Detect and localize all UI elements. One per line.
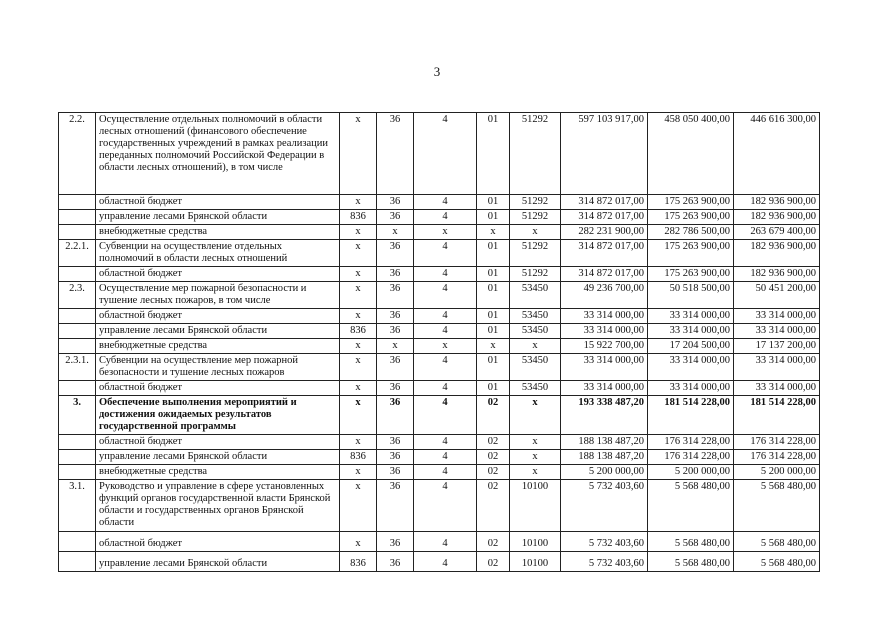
amount-year-3: 182 936 900,00 (734, 210, 820, 225)
row-number (59, 267, 96, 282)
code-direction: 53450 (510, 381, 561, 396)
table-row (59, 465, 820, 480)
code-main-activity: 01 (477, 381, 510, 396)
code-direction: 10100 (510, 532, 561, 552)
row-number (59, 324, 96, 339)
amount-year-3: 182 936 900,00 (734, 240, 820, 267)
row-number (59, 225, 96, 240)
amount-year-3: 33 314 000,00 (734, 381, 820, 396)
row-number: 3. (59, 396, 96, 435)
amount-year-1: 188 138 487,20 (561, 435, 648, 450)
code-subprogram: 4 (414, 282, 477, 309)
code-program: 36 (377, 309, 414, 324)
code-program: 36 (377, 240, 414, 267)
code-subprogram: 4 (414, 309, 477, 324)
code-main-activity: 01 (477, 324, 510, 339)
amount-year-1: 33 314 000,00 (561, 324, 648, 339)
row-number: 2.3. (59, 282, 96, 309)
table-row (59, 532, 820, 552)
code-direction: х (510, 339, 561, 354)
code-subprogram: х (414, 225, 477, 240)
amount-year-2: 458 050 400,00 (648, 113, 734, 195)
row-name: Субвенции на осуществление отдельных полномочий в области лесных отношений (96, 240, 340, 267)
row-number (59, 465, 96, 480)
row-number (59, 532, 96, 552)
code-program: 36 (377, 354, 414, 381)
code-direction: 51292 (510, 267, 561, 282)
code-subprogram: 4 (414, 354, 477, 381)
code-main-activity: 01 (477, 354, 510, 381)
code-main-activity: 01 (477, 309, 510, 324)
amount-year-3: 182 936 900,00 (734, 267, 820, 282)
code-main-activity: 01 (477, 195, 510, 210)
code-main-activity: 02 (477, 480, 510, 532)
amount-year-2: 5 568 480,00 (648, 480, 734, 532)
code-grbs: х (340, 354, 377, 381)
code-grbs: х (340, 240, 377, 267)
row-name: управление лесами Брянской области (96, 210, 340, 225)
code-subprogram: 4 (414, 435, 477, 450)
row-name: областной бюджет (96, 532, 340, 552)
table-row (59, 267, 820, 282)
amount-year-1: 49 236 700,00 (561, 282, 648, 309)
code-subprogram: 4 (414, 113, 477, 195)
code-grbs: х (340, 113, 377, 195)
code-grbs: х (340, 465, 377, 480)
code-grbs: х (340, 309, 377, 324)
table-row (59, 324, 820, 339)
row-name: управление лесами Брянской области (96, 552, 340, 572)
code-program: 36 (377, 195, 414, 210)
amount-year-2: 50 518 500,00 (648, 282, 734, 309)
amount-year-2: 33 314 000,00 (648, 381, 734, 396)
code-subprogram: 4 (414, 532, 477, 552)
code-direction: 53450 (510, 324, 561, 339)
amount-year-2: 175 263 900,00 (648, 267, 734, 282)
row-name: внебюджетные средства (96, 225, 340, 240)
code-direction: х (510, 450, 561, 465)
amount-year-3: 33 314 000,00 (734, 354, 820, 381)
code-grbs: х (340, 282, 377, 309)
row-number: 2.2. (59, 113, 96, 195)
amount-year-1: 5 732 403,60 (561, 532, 648, 552)
code-main-activity: 01 (477, 113, 510, 195)
code-main-activity: 01 (477, 210, 510, 225)
table-body (59, 113, 820, 572)
code-subprogram: 4 (414, 240, 477, 267)
code-grbs: 836 (340, 552, 377, 572)
amount-year-3: 33 314 000,00 (734, 324, 820, 339)
amount-year-3: 50 451 200,00 (734, 282, 820, 309)
code-main-activity: 02 (477, 552, 510, 572)
amount-year-1: 5 732 403,60 (561, 552, 648, 572)
amount-year-2: 282 786 500,00 (648, 225, 734, 240)
code-grbs: х (340, 267, 377, 282)
amount-year-2: 175 263 900,00 (648, 210, 734, 225)
amount-year-1: 15 922 700,00 (561, 339, 648, 354)
row-number: 2.3.1. (59, 354, 96, 381)
code-program: 36 (377, 282, 414, 309)
table-row (59, 113, 820, 195)
amount-year-3: 5 200 000,00 (734, 465, 820, 480)
code-program: 36 (377, 450, 414, 465)
row-number (59, 450, 96, 465)
amount-year-1: 188 138 487,20 (561, 450, 648, 465)
code-program: 36 (377, 113, 414, 195)
row-number (59, 210, 96, 225)
amount-year-2: 181 514 228,00 (648, 396, 734, 435)
code-subprogram: 4 (414, 324, 477, 339)
row-name: Осуществление мер пожарной безопасности и тушение лесных пожаров, в том числе (96, 282, 340, 309)
amount-year-2: 5 200 000,00 (648, 465, 734, 480)
amount-year-1: 314 872 017,00 (561, 210, 648, 225)
code-main-activity: х (477, 339, 510, 354)
code-grbs: х (340, 225, 377, 240)
code-grbs: 836 (340, 450, 377, 465)
amount-year-2: 33 314 000,00 (648, 309, 734, 324)
amount-year-1: 33 314 000,00 (561, 354, 648, 381)
table-row (59, 309, 820, 324)
amount-year-3: 182 936 900,00 (734, 195, 820, 210)
code-main-activity: 01 (477, 267, 510, 282)
row-number (59, 339, 96, 354)
table-row (59, 450, 820, 465)
row-number (59, 552, 96, 572)
amount-year-3: 5 568 480,00 (734, 480, 820, 532)
amount-year-3: 181 514 228,00 (734, 396, 820, 435)
amount-year-3: 176 314 228,00 (734, 450, 820, 465)
code-grbs: х (340, 396, 377, 435)
code-program: 36 (377, 532, 414, 552)
code-main-activity: 01 (477, 282, 510, 309)
code-grbs: х (340, 339, 377, 354)
code-direction: 51292 (510, 240, 561, 267)
code-subprogram: 4 (414, 552, 477, 572)
code-grbs: х (340, 532, 377, 552)
table-row (59, 240, 820, 267)
code-subprogram: 4 (414, 381, 477, 396)
amount-year-2: 176 314 228,00 (648, 435, 734, 450)
code-direction: 53450 (510, 309, 561, 324)
amount-year-3: 33 314 000,00 (734, 309, 820, 324)
code-direction: 53450 (510, 282, 561, 309)
code-direction: х (510, 435, 561, 450)
code-direction: 51292 (510, 195, 561, 210)
code-subprogram: х (414, 339, 477, 354)
table-row (59, 354, 820, 381)
row-name: внебюджетные средства (96, 339, 340, 354)
amount-year-2: 17 204 500,00 (648, 339, 734, 354)
code-subprogram: 4 (414, 465, 477, 480)
row-name: управление лесами Брянской области (96, 324, 340, 339)
amount-year-1: 33 314 000,00 (561, 309, 648, 324)
code-direction: х (510, 225, 561, 240)
amount-year-3: 5 568 480,00 (734, 552, 820, 572)
code-program: 36 (377, 381, 414, 396)
code-direction: 10100 (510, 552, 561, 572)
code-main-activity: 02 (477, 396, 510, 435)
row-number (59, 195, 96, 210)
row-name: областной бюджет (96, 267, 340, 282)
code-main-activity: 02 (477, 465, 510, 480)
amount-year-2: 175 263 900,00 (648, 240, 734, 267)
code-main-activity: х (477, 225, 510, 240)
code-direction: 10100 (510, 480, 561, 532)
code-subprogram: 4 (414, 210, 477, 225)
amount-year-2: 33 314 000,00 (648, 324, 734, 339)
code-program: 36 (377, 480, 414, 532)
row-name: Обеспечение выполнения мероприятий и достижения ожидаемых результатов государственной программы (96, 396, 340, 435)
amount-year-1: 5 200 000,00 (561, 465, 648, 480)
code-main-activity: 02 (477, 450, 510, 465)
budget-table (58, 112, 820, 572)
code-program: 36 (377, 396, 414, 435)
code-subprogram: 4 (414, 450, 477, 465)
code-program: 36 (377, 267, 414, 282)
amount-year-2: 5 568 480,00 (648, 532, 734, 552)
code-program: 36 (377, 324, 414, 339)
amount-year-1: 314 872 017,00 (561, 267, 648, 282)
amount-year-2: 176 314 228,00 (648, 450, 734, 465)
code-program: 36 (377, 435, 414, 450)
amount-year-3: 5 568 480,00 (734, 532, 820, 552)
amount-year-3: 263 679 400,00 (734, 225, 820, 240)
table-row (59, 396, 820, 435)
row-number: 2.2.1. (59, 240, 96, 267)
code-subprogram: 4 (414, 267, 477, 282)
code-subprogram: 4 (414, 195, 477, 210)
amount-year-1: 597 103 917,00 (561, 113, 648, 195)
row-name: внебюджетные средства (96, 465, 340, 480)
row-number (59, 381, 96, 396)
row-name: областной бюджет (96, 195, 340, 210)
code-grbs: 836 (340, 324, 377, 339)
row-number: 3.1. (59, 480, 96, 532)
row-number (59, 435, 96, 450)
code-direction: 53450 (510, 354, 561, 381)
amount-year-1: 282 231 900,00 (561, 225, 648, 240)
code-grbs: х (340, 195, 377, 210)
row-name: Субвенции на осуществление мер пожарной безопасности и тушение лесных пожаров (96, 354, 340, 381)
amount-year-3: 176 314 228,00 (734, 435, 820, 450)
page-number: 3 (433, 64, 441, 79)
code-subprogram: 4 (414, 480, 477, 532)
code-direction: х (510, 465, 561, 480)
row-name: областной бюджет (96, 309, 340, 324)
code-grbs: х (340, 480, 377, 532)
amount-year-1: 314 872 017,00 (561, 195, 648, 210)
code-program: х (377, 225, 414, 240)
code-program: 36 (377, 552, 414, 572)
code-main-activity: 01 (477, 240, 510, 267)
table-row (59, 210, 820, 225)
amount-year-1: 314 872 017,00 (561, 240, 648, 267)
amount-year-1: 5 732 403,60 (561, 480, 648, 532)
amount-year-2: 5 568 480,00 (648, 552, 734, 572)
code-program: 36 (377, 465, 414, 480)
row-name: областной бюджет (96, 435, 340, 450)
code-direction: х (510, 396, 561, 435)
table-row (59, 435, 820, 450)
row-number (59, 309, 96, 324)
code-program: х (377, 339, 414, 354)
code-program: 36 (377, 210, 414, 225)
amount-year-1: 33 314 000,00 (561, 381, 648, 396)
code-subprogram: 4 (414, 396, 477, 435)
table-row (59, 339, 820, 354)
code-main-activity: 02 (477, 435, 510, 450)
row-name: Осуществление отдельных полномочий в области лесных отношений (финансового обеспечение государственных учреждений в рамках реализации переданных полномочий Российской Федерации в области лесных отношений), в том числе (96, 113, 340, 195)
row-name: Руководство и управление в сфере установленных функций органов государственной власти Брянской области и государственных органов Брянской области (96, 480, 340, 532)
code-direction: 51292 (510, 113, 561, 195)
code-grbs: х (340, 381, 377, 396)
code-direction: 51292 (510, 210, 561, 225)
amount-year-1: 193 338 487,20 (561, 396, 648, 435)
amount-year-2: 175 263 900,00 (648, 195, 734, 210)
amount-year-3: 17 137 200,00 (734, 339, 820, 354)
code-grbs: х (340, 435, 377, 450)
table-row (59, 381, 820, 396)
row-name: управление лесами Брянской области (96, 450, 340, 465)
table-row (59, 282, 820, 309)
code-grbs: 836 (340, 210, 377, 225)
table-row (59, 552, 820, 572)
amount-year-2: 33 314 000,00 (648, 354, 734, 381)
table-row (59, 480, 820, 532)
table-row (59, 225, 820, 240)
row-name: областной бюджет (96, 381, 340, 396)
table-row (59, 195, 820, 210)
code-main-activity: 02 (477, 532, 510, 552)
amount-year-3: 446 616 300,00 (734, 113, 820, 195)
